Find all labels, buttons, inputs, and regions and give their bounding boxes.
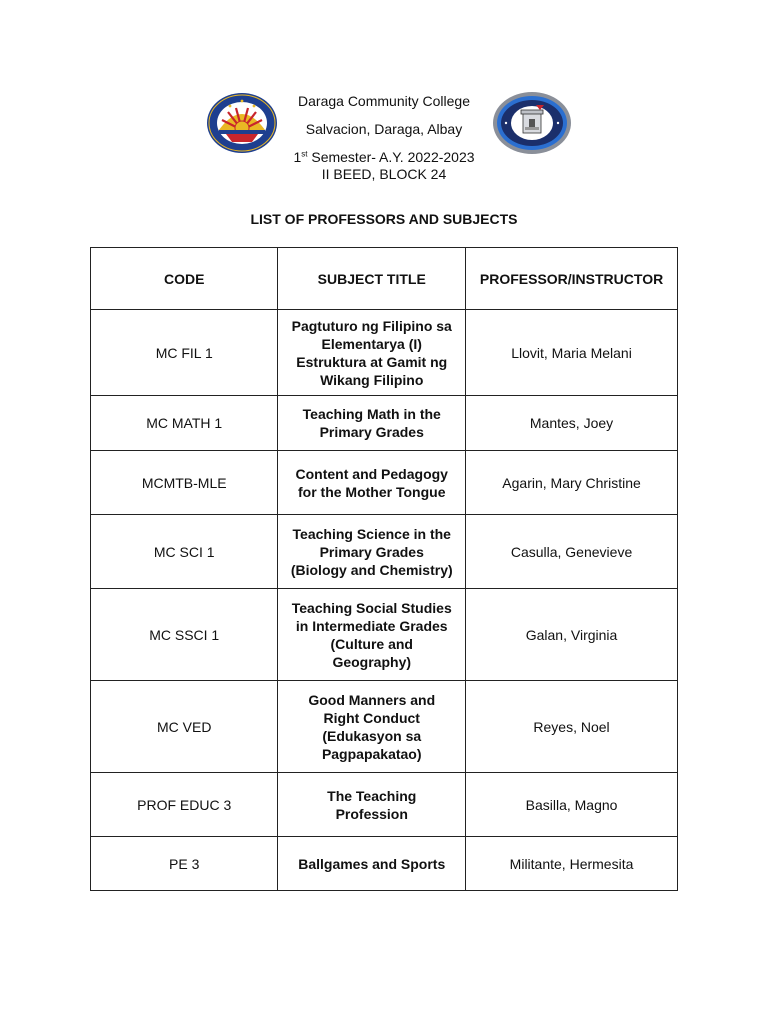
table-row	[91, 837, 678, 891]
cell-code: MC SCI 1	[91, 515, 278, 589]
column-header-code: CODE	[91, 248, 278, 310]
cell-code: MC MATH 1	[91, 396, 278, 451]
table-row	[91, 681, 678, 773]
document-title: LIST OF PROFESSORS AND SUBJECTS	[250, 211, 518, 227]
column-header-professor: PROFESSOR/INSTRUCTOR	[466, 248, 678, 310]
ched-seal-logo	[206, 92, 278, 154]
cell-code: MC VED	[91, 681, 278, 773]
document-header	[0, 88, 768, 188]
table-row	[91, 515, 678, 589]
cell-professor: Mantes, Joey	[466, 396, 678, 451]
cell-code: MC SSCI 1	[91, 589, 278, 681]
column-header-subject-title: SUBJECT TITLE	[278, 248, 466, 310]
table-header-row	[91, 248, 678, 310]
cell-professor: Basilla, Magno	[466, 773, 678, 837]
cell-subject-title: Good Manners and Right Conduct (Edukasyon sa Pagpapakatao)	[278, 681, 466, 773]
table-row	[91, 589, 678, 681]
program-block: II BEED, BLOCK 24	[321, 166, 447, 182]
cell-professor: Casulla, Genevieve	[466, 515, 678, 589]
table-row	[91, 396, 678, 451]
table-row	[91, 451, 678, 515]
professors-subjects-table	[90, 247, 678, 891]
semester-line: 1st Semester- A.Y. 2022-2023	[293, 149, 475, 165]
cell-code: MC FIL 1	[91, 310, 278, 396]
dcc-seal-logo	[492, 91, 572, 155]
table-row	[91, 773, 678, 837]
college-address: Salvacion, Daraga, Albay	[305, 121, 463, 137]
table-row	[91, 310, 678, 396]
header-text-block	[270, 88, 498, 183]
cell-professor: Galan, Virginia	[466, 589, 678, 681]
cell-code: PE 3	[91, 837, 278, 891]
cell-subject-title: The Teaching Profession	[278, 773, 466, 837]
cell-subject-title: Ballgames and Sports	[278, 837, 466, 891]
cell-professor: Agarin, Mary Christine	[466, 451, 678, 515]
cell-professor: Llovit, Maria Melani	[466, 310, 678, 396]
cell-subject-title: Teaching Math in the Primary Grades	[278, 396, 466, 451]
tower-icon	[521, 110, 543, 133]
cell-subject-title: Content and Pedagogy for the Mother Tongue	[278, 451, 466, 515]
cell-subject-title: Teaching Science in the Primary Grades (Biology and Chemistry)	[278, 515, 466, 589]
cell-code: MCMTB-MLE	[91, 451, 278, 515]
cell-professor: Militante, Hermesita	[466, 837, 678, 891]
cell-subject-title: Pagtuturo ng Filipino sa Elementarya (I) Estruktura at Gamit ng Wikang Filipino	[278, 310, 466, 396]
cell-subject-title: Teaching Social Studies in Intermediate Grades (Culture and Geography)	[278, 589, 466, 681]
cell-code: PROF EDUC 3	[91, 773, 278, 837]
cell-professor: Reyes, Noel	[466, 681, 678, 773]
college-name: Daraga Community College	[298, 93, 470, 109]
